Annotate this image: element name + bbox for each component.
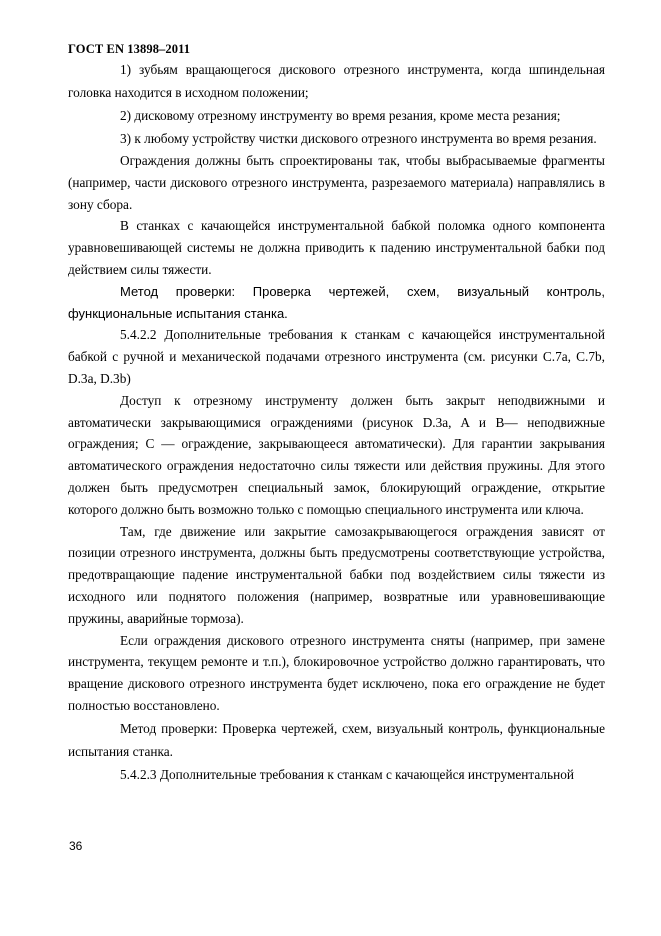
paragraph: Ограждения должны быть спроектированы так, чтобы выбрасываемые фрагменты (например, части дискового отрезного инструмента, разрезаемого материала) направлялись в зону сбора. (68, 153, 605, 212)
paragraph: 5.4.2.2 Дополнительные требования к станкам с качающейся инструментальной бабкой с ручной и механической подачами отрезного инструмента (см. рисунки С.7a, С.7b, D.3a, D.3b) (68, 327, 605, 386)
document-body (68, 58, 605, 786)
paragraph: 1) зубьям вращающегося дискового отрезного инструмента, когда шпиндельная головка находится в исходном положении; (68, 62, 605, 100)
paragraph: Метод проверки: Проверка чертежей, схем, визуальный контроль, функциональные испытания станка. (68, 720, 605, 759)
paragraph: 5.4.2.3 Дополнительные требования к станкам с качающейся инструментальной (120, 766, 574, 782)
paragraph: Там, где движение или закрытие самозакрывающегося ограждения зависят от позиции отрезного инструмента, должны быть предусмотрены соответствующие устройства, предотвращающие падение инструментальной бабки под воздействием силы тяжести из исходного или поднятого положения (например, возвратные или уравновешивающие пружины, аварийные тормоза). (68, 523, 605, 626)
page-number: 36 (69, 839, 83, 853)
paragraph: 2) дисковому отрезному инструменту во время резания, кроме места резания; (120, 108, 561, 123)
paragraph: Если ограждения дискового отрезного инструмента сняты (например, при замене инструмента, текущем ремонте и т.п.), блокировочное устройство должно гарантировать, что вращение дискового отрезного инструмента будет исключено, пока его ограждение не будет полностью восстановлено. (68, 632, 605, 713)
paragraph: 3) к любому устройству чистки дискового отрезного инструмента во время резания. (120, 131, 597, 146)
paragraph: В станках с качающейся инструментальной бабкой поломка одного компонента уравновешивающей системы не должна приводить к падению инструментальной бабки под действием силы тяжести. (68, 218, 605, 277)
paragraph: Метод проверки: Проверка чертежей, схем, визуальный контроль, функциональные испытания станка. (68, 283, 605, 321)
paragraph: Доступ к отрезному инструменту должен быть закрыт неподвижными и автоматически закрывающимися ограждениями (рисунок D.3a, A и B— неподвижные ограждения; C — ограждение, закрывающееся автоматически). Для гарантии закрывания автоматического ограждения недостаточно силы тяжести или действия пружины. Для этого должен быть предусмотрен специальный замок, блокирующий ограждение, открытие которого должно быть возможно только с помощью специального инструмента или ключа. (68, 392, 605, 517)
document-header: ГОСТ EN 13898–2011 (68, 42, 191, 56)
